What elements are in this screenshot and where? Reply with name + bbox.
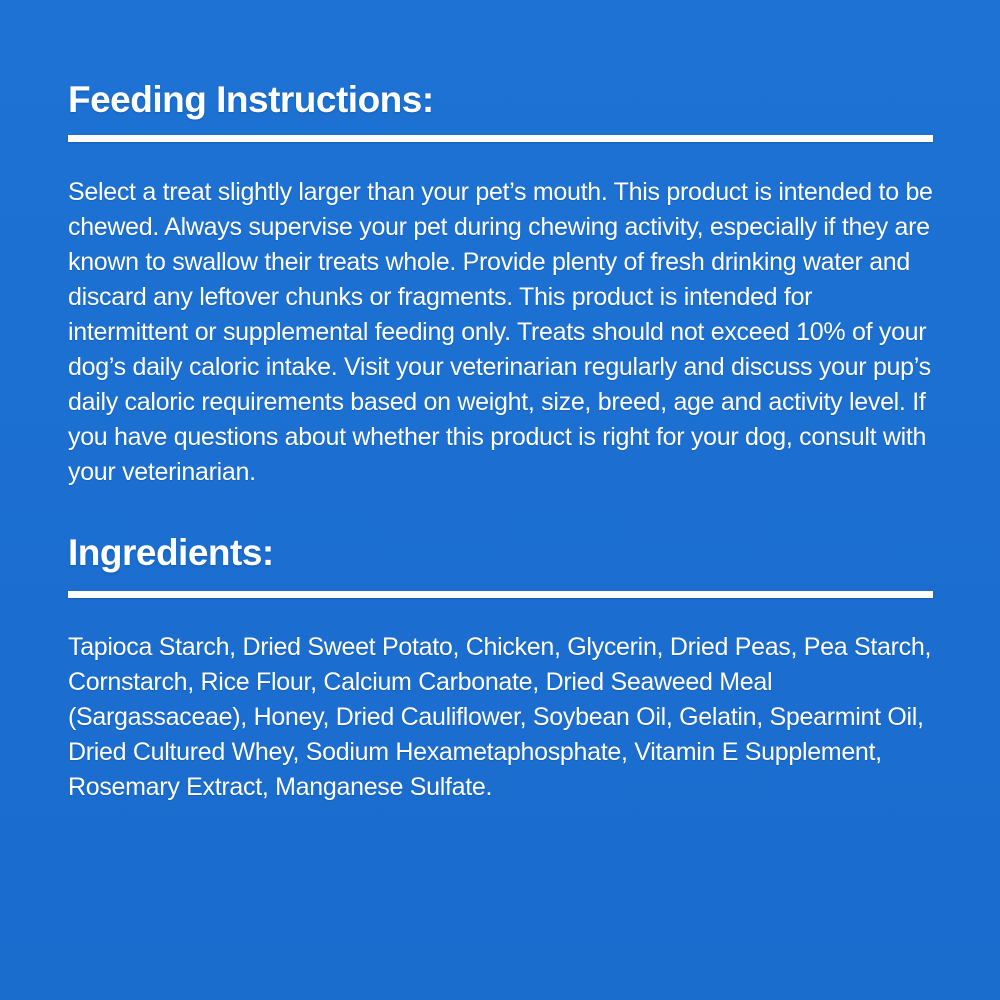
- feeding-instructions-text: Select a treat slightly larger than your pet’s mouth. This product is intended to be chewed. Always supervise your pet during chewing activity, especially if they are known to swallow their treats whole. Provide plenty of fresh drinking water and discard any leftover chunks or fragments. This product is intended for intermittent or supplemental feeding only. Treats should not exceed 10% of your dog’s daily caloric intake. Visit your veterinarian regularly and discuss your pup’s daily caloric requirements based on weight, size, breed, age and activity level. If you have questions about whether this product is right for your dog, consult with your veterinarian.: [68, 178, 933, 486]
- ingredients-text: Tapioca Starch, Dried Sweet Potato, Chicken, Glycerin, Dried Peas, Pea Starch, Cornstarch, Rice Flour, Calcium Carbonate, Dried Seaweed Meal (Sargassaceae), Honey, Dried Cauliflower, Soybean Oil, Gelatin, Spearmint Oil, Dried Cultured Whey, Sodium Hexametaphosphate, Vitamin E Supplement, Rosemary Extract, Manganese Sulfate.: [68, 633, 932, 801]
- ingredients-heading: Ingredients:: [68, 532, 274, 573]
- feeding-instructions-heading: Feeding Instructions:: [68, 79, 434, 120]
- feeding-divider: [68, 135, 933, 142]
- ingredients-divider: [68, 591, 933, 598]
